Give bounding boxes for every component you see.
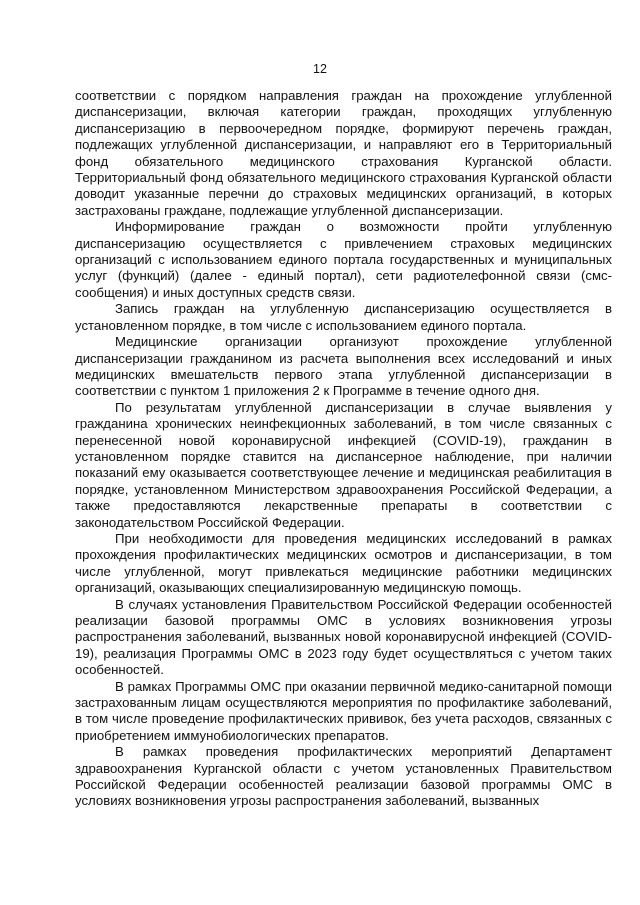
paragraph: Запись граждан на углубленную диспансеризацию осуществляется в установленном порядке, в том числе с использованием единого портала. xyxy=(75,301,612,333)
paragraph: В рамках Программы ОМС при оказании первичной медико-санитарной помощи застрахованным лицам осуществляются мероприятия по профилактике заболеваний, в том числе проведение профилактических прививок, без учета расходов, связанных с приобретением иммунобиологических препаратов. xyxy=(75,678,612,743)
paragraph: Информирование граждан о возможности пройти углубленную диспансеризацию осуществляется с привлечением страховых медицинских организаций с использованием единого портала государственных и муниципальных услуг (функций) (далее - единый портал), сети радиотелефонной связи (смс-сообщения) и иных доступных средств связи. xyxy=(75,219,612,300)
paragraph: По результатам углубленной диспансеризации в случае выявления у гражданина хронических неинфекционных заболеваний, в том числе связанных с перенесенной новой коронавирусной инфекцией (COVID-19), гражданин в установленном порядке ставится на диспансерное наблюдение, при наличии показаний ему оказывается соответствующее лечение и медицинская реабилитация в порядке, установленном Министерством здравоохранения Российской Федерации, а также предоставляются лекарственные препараты в соответствии с законодательством Российской Федерации. xyxy=(75,399,612,530)
paragraph: В случаях установления Правительством Российской Федерации особенностей реализации базовой программы ОМС в условиях возникновения угрозы распространения заболеваний, вызванных новой коронавирусной инфекцией (COVID-19), реализация Программы ОМС в 2023 году будет осуществляться с учетом таких особенностей. xyxy=(75,596,612,678)
paragraph: Медицинские организации организуют прохождение углубленной диспансеризации гражданином из расчета выполнения всех исследований и иных медицинских вмешательств первого этапа углубленной диспансеризации в соответствии с пунктом 1 приложения 2 к Программе в течение одного дня. xyxy=(75,334,612,399)
paragraph-continued: соответствии с порядком направления граждан на прохождение углубленной диспансеризации, включая категории граждан, проходящих углубленную диспансеризацию в первоочередном порядке, формируют перечень граждан, подлежащих углубленной диспансеризации, и направляют его в Территориальный фонд обязательного медицинского страхования Курганской области. Территориальный фонд обязательного медицинского страхования Курганской области доводит указанные перечни до страховых медицинских организаций, в которых застрахованы граждане, подлежащие углубленной диспансеризации. xyxy=(75,88,612,218)
paragraph: При необходимости для проведения медицинских исследований в рамках прохождения профилактических медицинских осмотров и диспансеризации, в том числе углубленной, могут привлекаться медицинские работники медицинских организаций, оказывающих специализированную медицинскую помощь. xyxy=(75,530,612,596)
document-body xyxy=(75,88,612,810)
page-number: 12 xyxy=(313,62,327,76)
paragraph: В рамках проведения профилактических мероприятий Департамент здравоохранения Курганской области с учетом установленных Правительством Российской Федерации особенностей реализации базовой программы ОМС в условиях возникновения угрозы распространения заболеваний, вызванных xyxy=(75,744,612,809)
